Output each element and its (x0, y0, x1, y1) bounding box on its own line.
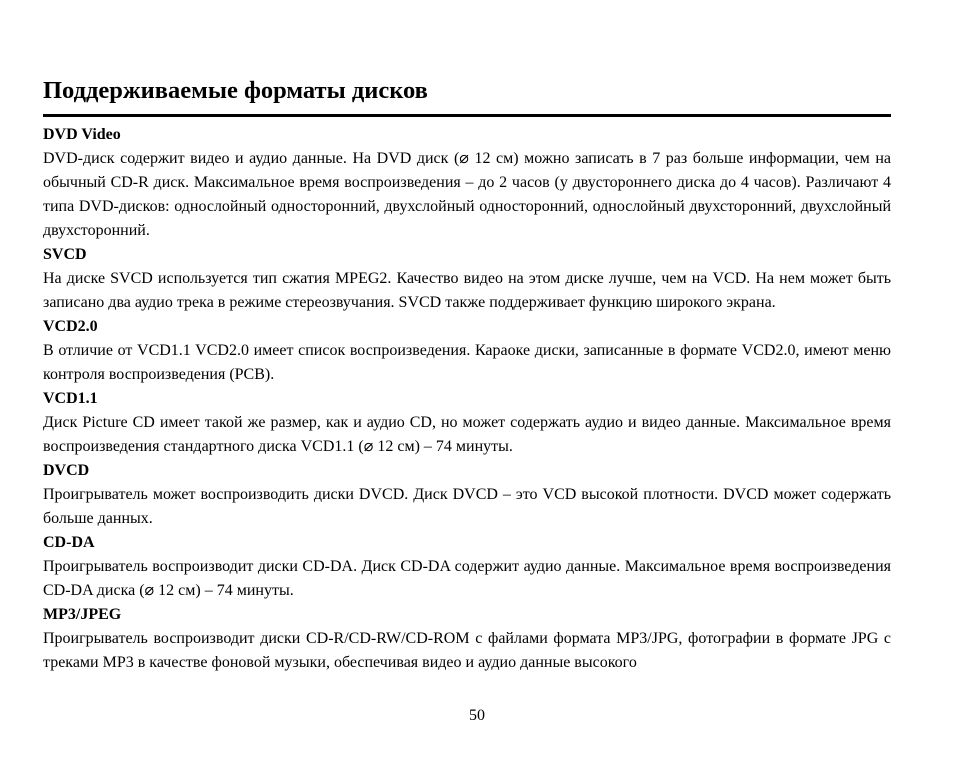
section-text: DVD-диск содержит видео и аудио данные. На DVD диск (⌀ 12 см) можно записать в 7 раз больше информации, чем на обычный CD-R диск. Максимальное время воспроизведения – до 2 часов (у двустороннего диска до 4 часов). Различают 4 типа DVD-дисков: однослойный односторонний, двухслойный односторонний, однослойный двухсторонний, двухслойный двухсторонний. (43, 150, 891, 239)
section-text: На диске SVCD используется тип сжатия MPEG2. Качество видео на этом диске лучше, чем на VCD. На нем может быть записано два аудио трека в режиме стереозвучания. SVCD также поддерживает функцию широкого экрана. (43, 270, 891, 311)
section-svcd (43, 243, 891, 315)
section-heading: DVCD (43, 462, 90, 479)
document-content (43, 123, 891, 675)
section-heading: VCD1.1 (43, 390, 98, 407)
document-page (43, 76, 891, 675)
section-heading: SVCD (43, 246, 87, 263)
section-text: Проигрыватель воспроизводит диски CD-R/CD-RW/CD-ROM с файлами формата MP3/JPG, фотографии в формате JPG с треками MP3 в качестве фоновой музыки, обеспечивая видео и аудио данные высокого (43, 630, 891, 671)
section-text: Проигрыватель может воспроизводить диски DVCD. Диск DVCD – это VCD высокой плотности. DVCD может содержать больше данных. (43, 486, 891, 527)
section-vcd1-1 (43, 387, 891, 459)
section-heading: VCD2.0 (43, 318, 98, 335)
section-text: Диск Picture CD имеет такой же размер, как и аудио CD, но может содержать аудио и видео данные. Максимальное время воспроизведения стандартного диска VCD1.1 (⌀ 12 см) – 74 минуты. (43, 414, 891, 455)
section-vcd2-0 (43, 315, 891, 387)
page-title: Поддерживаемые форматы дисков (43, 76, 891, 117)
section-dvd-video (43, 123, 891, 243)
section-cd-da (43, 531, 891, 603)
section-mp3-jpeg (43, 603, 891, 675)
section-dvcd (43, 459, 891, 531)
section-heading: CD-DA (43, 534, 95, 551)
section-heading: MP3/JPEG (43, 606, 122, 623)
section-text: Проигрыватель воспроизводит диски CD-DA. Диск CD-DA содержит аудио данные. Максимальное время воспроизведения CD-DA диска (⌀ 12 см) – 74 минуты. (43, 558, 891, 599)
section-heading: DVD Video (43, 126, 121, 143)
page-number: 50 (469, 707, 485, 724)
section-text: В отличие от VCD1.1 VCD2.0 имеет список воспроизведения. Караоке диски, записанные в формате VCD2.0, имеют меню контроля воспроизведения (PCB). (43, 342, 891, 383)
